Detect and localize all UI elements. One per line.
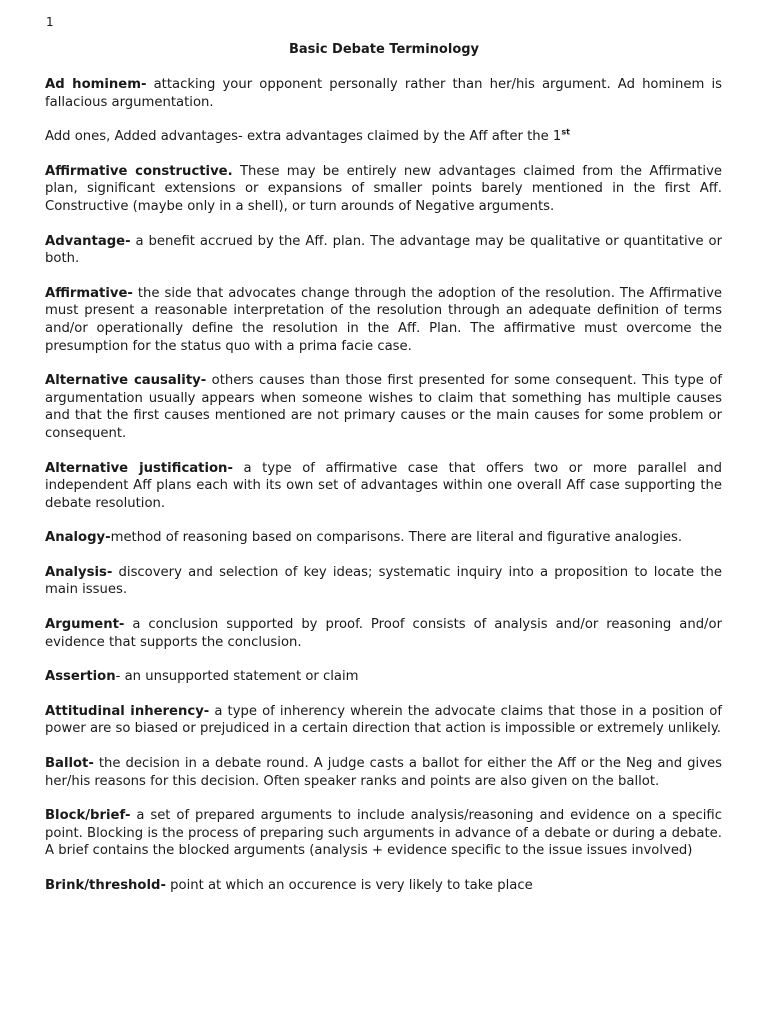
- page-number: 1: [46, 15, 54, 29]
- entry-term: Affirmative constructive.: [45, 163, 233, 179]
- entry-definition: a benefit accrued by the Aff. plan. The advantage may be qualitative or quantitative or both.: [45, 233, 722, 267]
- glossary-entry: [45, 163, 722, 216]
- entry-definition: attacking your opponent personally rather than her/his argument. Ad hominem is fallacious argumentation.: [45, 77, 722, 110]
- entry-definition: a type of affirmative case that offers two or more parallel and independent Aff plans each with its own set of advantages within one overall Aff case supporting the debate resolution.: [45, 460, 722, 511]
- entry-term: Analogy-: [45, 530, 111, 546]
- entry-term: Analysis-: [45, 564, 113, 580]
- entry-term: Ad hominem-: [45, 77, 147, 92]
- glossary-entry: [45, 529, 722, 547]
- glossary-entry: [45, 877, 722, 895]
- entry-definition: the decision in a debate round. A judge casts a ballot for either the Aff or the Neg and gives her/his reasons for this decision. Often speaker ranks and points are also given on the ballot.: [45, 756, 722, 789]
- entry-term: Brink/threshold-: [45, 878, 166, 893]
- entry-term: Block/brief-: [45, 808, 131, 824]
- entry-term: Advantage-: [45, 233, 131, 249]
- glossary-entry: [45, 285, 722, 355]
- entry-term: Alternative justification-: [45, 460, 233, 476]
- entry-term: Ballot-: [45, 756, 94, 772]
- entry-definition: a type of inherency wherein the advocate claims that those in a position of power are so biased or prejudiced in a certain direction that action is impossible or extremely unlikely.: [45, 703, 722, 737]
- entry-definition: Add ones, Added advantages- extra advantages claimed by the Aff after the 1: [45, 129, 562, 145]
- entry-term: Assertion: [45, 669, 116, 685]
- glossary-entry: [45, 807, 722, 860]
- glossary-entry: [45, 76, 722, 111]
- entry-definition: point at which an occurence is very likely to take place: [165, 878, 533, 893]
- entry-definition: others causes than those first presented for some consequent. This type of argumentation usually appears when someone wishes to claim that something has multiple causes and that the first causes mentioned are not primary causes or the main causes for some problem or consequent.: [45, 373, 722, 441]
- glossary-entry: [45, 755, 722, 790]
- glossary-entry: [45, 703, 722, 738]
- entry-term: Alternative causality-: [45, 373, 207, 389]
- glossary-entry: [45, 460, 722, 513]
- entry-definition: These may be entirely new advantages claimed from the Affirmative plan, significant extensions or expansions of smaller points barely mentioned in the first Aff. Constructive (maybe only in a shell), or turn arounds of Negative arguments.: [45, 163, 722, 214]
- entry-definition: - an unsupported statement or claim: [115, 669, 359, 685]
- glossary-entry: [45, 564, 722, 599]
- glossary-entry: [45, 233, 722, 268]
- glossary-list: [45, 76, 722, 912]
- glossary-entry: [45, 668, 722, 686]
- entry-term: Affirmative-: [45, 285, 133, 301]
- ordinal-suffix: st: [561, 127, 570, 137]
- entry-definition: the side that advocates change through the adoption of the resolution. The Affirmative must present a reasonable interpretation of the resolution through an adequate definition of terms and/or operationally define the resolution in the Aff. Plan. The affirmative must overcome the presumption for the status quo with a prima facie case.: [45, 285, 722, 354]
- glossary-entry: [45, 616, 722, 651]
- entry-definition: discovery and selection of key ideas; systematic inquiry into a proposition to locate the main issues.: [45, 564, 722, 598]
- page-title: Basic Debate Terminology: [288, 42, 480, 57]
- entry-term: Argument-: [45, 617, 125, 633]
- glossary-entry: [45, 128, 722, 146]
- entry-definition: a set of prepared arguments to include analysis/reasoning and evidence on a specific point. Blocking is the process of preparing such arguments in advance of a debate or during a debate. A brief contains the blocked arguments (analysis + evidence specific to the issue issues involved): [45, 808, 722, 859]
- glossary-entry: [45, 372, 722, 442]
- entry-definition: method of reasoning based on comparisons. There are literal and figurative analogies.: [110, 530, 683, 546]
- entry-term: Attitudinal inherency-: [45, 703, 210, 719]
- entry-definition: a conclusion supported by proof. Proof consists of analysis and/or reasoning and/or evidence that supports the conclusion.: [45, 617, 722, 650]
